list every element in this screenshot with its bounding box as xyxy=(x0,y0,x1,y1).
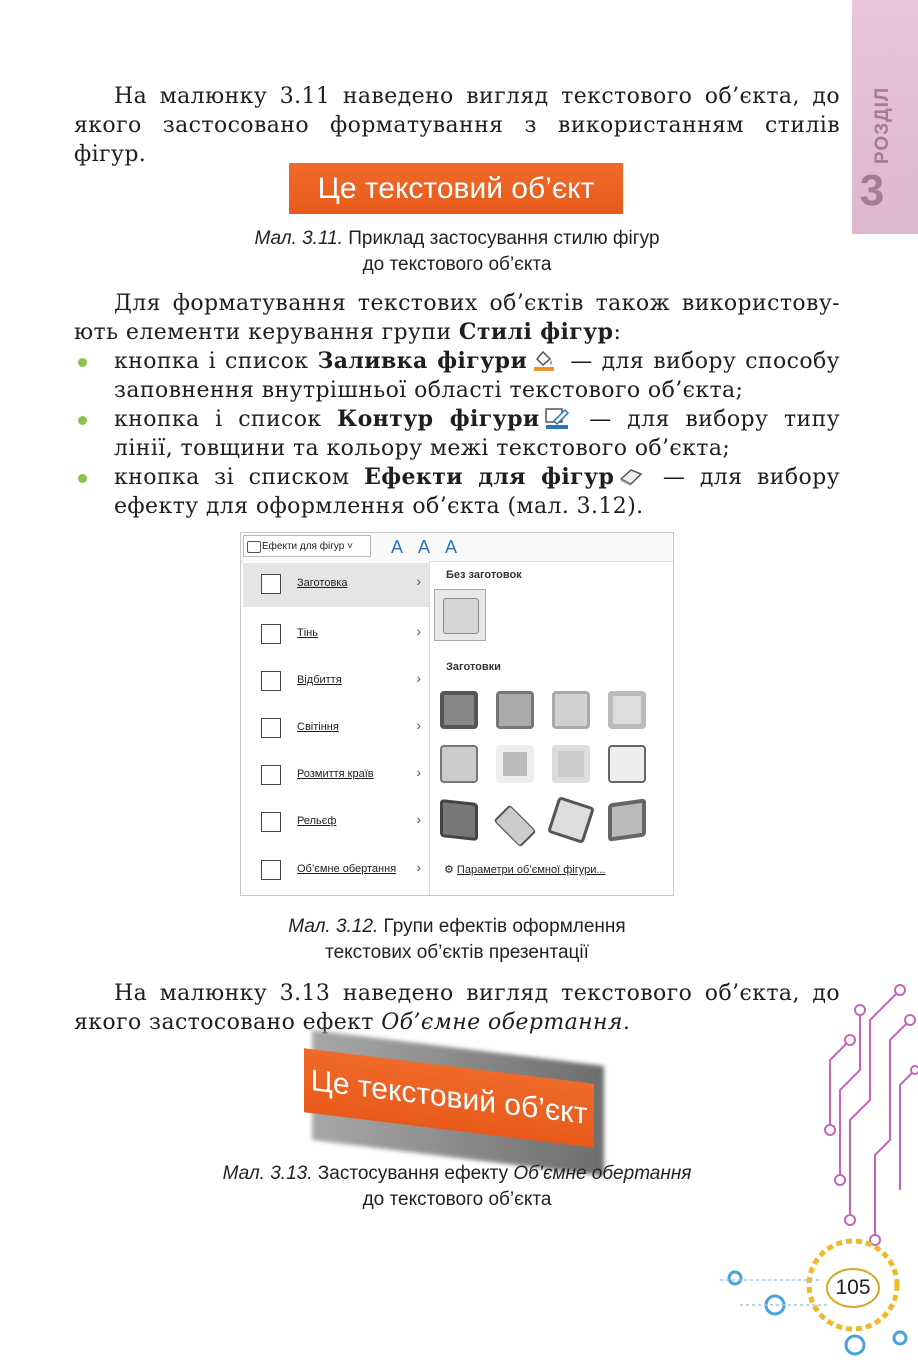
figure-3-13-caption: Мал. 3.13. Застосування ефекту Об’ємне обертання до текстового об’єкта xyxy=(222,1163,692,1210)
no-preset-heading: Без заготовок xyxy=(446,569,522,581)
figure-3-11-caption: Мал. 3.11. Приклад застосування стилю фігур до текстового об’єкта xyxy=(254,228,660,275)
chevron-right-icon: › xyxy=(416,670,421,686)
menu-item-bevel[interactable]: Рельєф › xyxy=(243,801,429,845)
pen-outline-icon xyxy=(544,407,570,429)
presets-heading: Заготовки xyxy=(446,661,501,673)
paragraph-3: На малюнку 3.13 наведено вигляд текстового об’єкта, до якого застосовано ефект Об’ємне обертання. xyxy=(74,981,840,1035)
preset-swatch[interactable] xyxy=(547,796,595,844)
preset-swatch[interactable] xyxy=(440,745,478,783)
preset-swatch[interactable] xyxy=(552,691,590,729)
effects-menu xyxy=(243,561,430,895)
preset-swatch[interactable] xyxy=(440,691,478,729)
preset-swatch[interactable] xyxy=(496,691,534,729)
no-preset-swatch[interactable] xyxy=(434,589,486,641)
ribbon-strip xyxy=(241,533,673,562)
list-item: кнопка зі списком Ефекти для фігур — для вибору ефекту для оформлення об’єкта (мал. 3.12). xyxy=(74,463,840,521)
chevron-right-icon: › xyxy=(416,623,421,639)
chevron-right-icon: › xyxy=(416,811,421,827)
chevron-right-icon: › xyxy=(416,717,421,733)
chevron-right-icon: › xyxy=(416,764,421,780)
list-item: кнопка і список Контур фігури — для вибору типу лінії, товщини та кольору межі текстового об’єкта; xyxy=(74,405,840,463)
shape-effects-button[interactable]: Ефекти для фігур ˅ xyxy=(243,535,371,557)
chapter-number: 3 xyxy=(859,166,885,215)
3d-options-link[interactable]: ⚙ Параметри об’ємної фігури... xyxy=(444,864,606,876)
preset-panel xyxy=(430,561,673,895)
preset-swatch[interactable] xyxy=(552,745,590,783)
rotated-text-object-banner: Це текстовий об’єкт xyxy=(304,1048,594,1148)
page-number: 105 xyxy=(826,1268,880,1308)
preset-swatch[interactable] xyxy=(494,805,537,848)
menu-item-reflection[interactable]: Відбиття › xyxy=(243,660,429,704)
chapter-word: РОЗДІЛ xyxy=(872,86,893,164)
menu-item-soft-edges[interactable]: Розмиття країв › xyxy=(243,754,429,798)
bullet-list xyxy=(74,347,840,521)
menu-item-shadow[interactable]: Тінь › xyxy=(243,613,429,657)
circuit-decoration-icon xyxy=(700,980,918,1360)
chevron-right-icon: › xyxy=(416,573,421,589)
chapter-tab xyxy=(852,0,918,234)
menu-item-preset[interactable]: Заготовка › xyxy=(243,563,429,607)
text-object-banner: Це текстовий об’єкт xyxy=(289,163,623,214)
shape-effects-screenshot xyxy=(240,532,674,896)
text-effects-icon: A A A xyxy=(391,537,458,557)
figure-3-12-caption: Мал. 3.12. Групи ефектів оформлення текстових об’єктів презентації xyxy=(288,916,626,963)
preset-swatch[interactable] xyxy=(608,691,646,729)
paragraph-2: Для форматування текстових об’єктів також використову-ють елементи керування групи Стилі фігур: xyxy=(74,291,840,345)
preset-swatch[interactable] xyxy=(440,799,478,841)
preset-swatch[interactable] xyxy=(496,745,534,783)
paragraph-1: На малюнку 3.11 наведено вигляд текстового об’єкта, до якого застосовано форматування з використанням стилів фігур. xyxy=(74,84,840,167)
shape-effects-icon xyxy=(247,541,261,553)
shape-effects-icon xyxy=(618,465,644,487)
menu-item-3d-rotation[interactable]: Об’ємне обертання › xyxy=(243,849,429,893)
paint-bucket-icon xyxy=(531,349,557,371)
chevron-right-icon: › xyxy=(416,859,421,875)
list-item: кнопка і список Заливка фігури — для вибору способу заповнення внутрішньої області текстового об’єкта; xyxy=(74,347,840,405)
preset-swatch[interactable] xyxy=(608,745,646,783)
preset-swatch[interactable] xyxy=(608,798,646,841)
menu-item-glow[interactable]: Світіння › xyxy=(243,707,429,751)
